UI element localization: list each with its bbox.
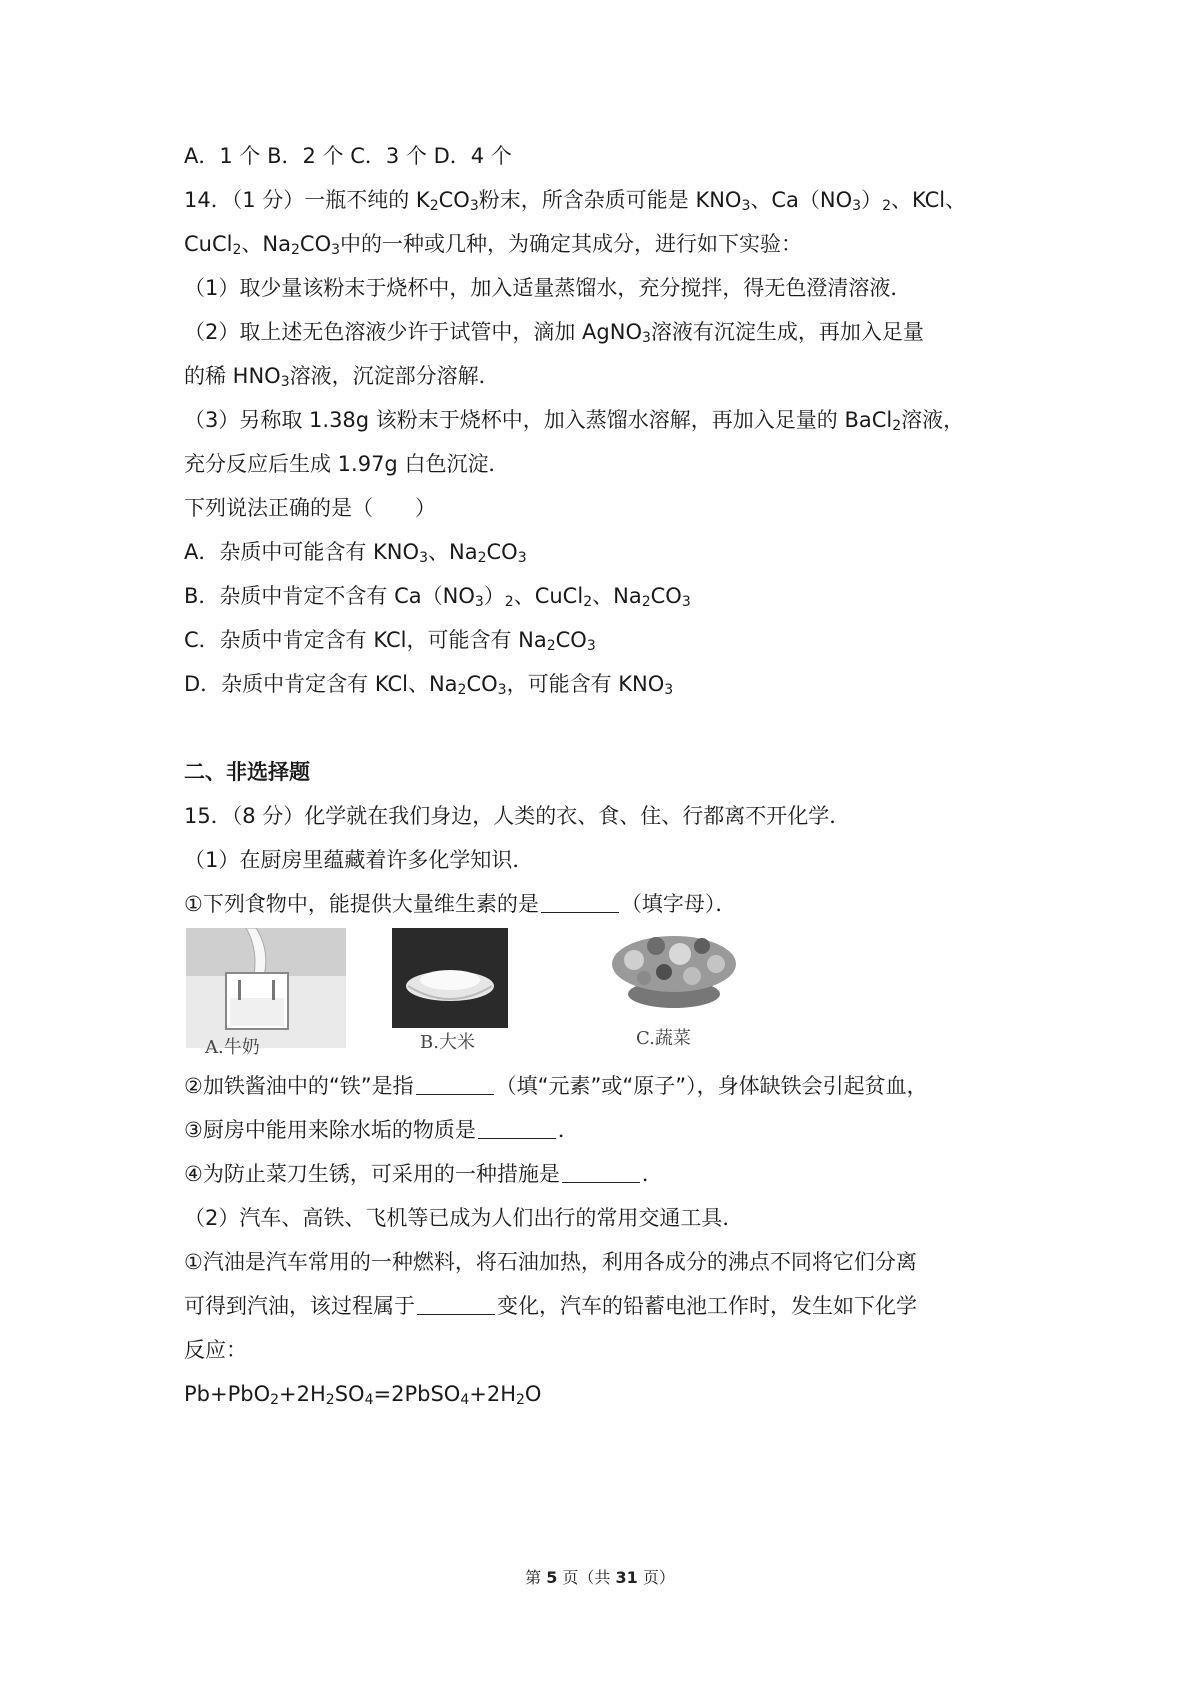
page-number: 5 bbox=[546, 1568, 558, 1587]
milk-photo bbox=[186, 928, 346, 1048]
q15-part2-line2: 可得到汽油，该过程属于 变化，汽车的铅蓄电池工作时，发生如下化学 bbox=[184, 1294, 917, 1318]
rice-photo bbox=[392, 928, 508, 1028]
vegetables-photo bbox=[604, 924, 744, 1024]
answer-blank[interactable] bbox=[541, 890, 619, 913]
q14-option-d: D．杂质中肯定含有 KCl、$Na_2CO_3$，可能含有 $KNO_3$ bbox=[184, 672, 674, 698]
caption-rice: B.大米 bbox=[420, 1032, 475, 1053]
answer-blank[interactable] bbox=[562, 1160, 640, 1183]
q15-sub2: ②加铁酱油中的“铁”是指 （填“元素”或“原子”），身体缺铁会引起贫血， bbox=[184, 1074, 928, 1098]
q15-part2-line1: ①汽油是汽车常用的一种燃料，将石油加热，利用各成分的沸点不同将它们分离 bbox=[184, 1250, 917, 1274]
q15-stem: 15．（8 分）化学就在我们身边，人类的衣、食、住、行都离不开化学． bbox=[184, 804, 851, 828]
q15-part2: （2）汽车、高铁、飞机等已成为人们出行的常用交通工具． bbox=[184, 1206, 744, 1230]
total-pages: 31 bbox=[615, 1568, 638, 1587]
answer-blank[interactable] bbox=[478, 1116, 556, 1139]
q15-sub3: ③厨房中能用来除水垢的物质是 ． bbox=[184, 1118, 579, 1142]
q15-part2-line3: 反应： bbox=[184, 1338, 247, 1362]
answer-blank[interactable] bbox=[416, 1072, 494, 1095]
q14-step2-cont: 的稀 $HNO_3$溶液，沉淀部分溶解． bbox=[184, 364, 500, 390]
q14-ask: 下列说法正确的是（ ） bbox=[184, 496, 436, 520]
q14-step3-cont: 充分反应后生成 1.97g 白色沉淀． bbox=[184, 452, 510, 476]
q15-sub1: ①下列食物中，能提供大量维生素的是 （填字母）． bbox=[184, 892, 737, 916]
q14-stem-line2: CuCl$_2$、$Na_2CO_3$中的一种或几种，为确定其成分，进行如下实验： bbox=[184, 232, 803, 258]
q13-options: A．1 个 B．2 个 C．3 个 D．4 个 bbox=[184, 144, 512, 168]
caption-vegetables: C.蔬菜 bbox=[636, 1028, 691, 1049]
caption-milk: A.牛奶 bbox=[205, 1037, 260, 1058]
answer-blank[interactable] bbox=[417, 1292, 495, 1315]
q14-step1: （1）取少量该粉末于烧杯中，加入适量蒸馏水，充分搅拌，得无色澄清溶液． bbox=[184, 276, 912, 300]
q14-option-c: C．杂质中肯定含有 KCl，可能含有 $Na_2CO_3$ bbox=[184, 628, 596, 654]
chemical-equation: $Pb+PbO_2+2H_2SO_4=2PbSO_4+2H_2O$ bbox=[184, 1382, 542, 1408]
q14-option-a: A．杂质中可能含有 $KNO_3$、$Na_2CO_3$ bbox=[184, 540, 527, 566]
q14-stem: 14．（1 分）一瓶不纯的 $K_2CO_3$粉末，所含杂质可能是 $KNO_3$、$Ca(NO_3)_2$、KCl、 bbox=[184, 188, 967, 214]
q15-part1: （1）在厨房里蕴藏着许多化学知识． bbox=[184, 848, 534, 872]
section-heading: 二、非选择题 bbox=[184, 760, 310, 784]
q14-step3: （3）另称取 1.38g 该粉末于烧杯中，加入蒸馏水溶解，再加入足量的 BaCl$_2$溶液， bbox=[184, 408, 965, 434]
q14-option-b: B．杂质中肯定不含有 $Ca(NO_3)_2$、CuCl$_2$、$Na_2CO_3$ bbox=[184, 584, 691, 610]
page-footer: 第 5 页（共 31 页） bbox=[525, 1568, 675, 1587]
q15-sub4: ④为防止菜刀生锈，可采用的一种措施是 ． bbox=[184, 1162, 663, 1186]
q14-step2: （2）取上述无色溶液少许于试管中，滴加 AgNO$_3$溶液有沉淀生成，再加入足量 bbox=[184, 320, 924, 346]
